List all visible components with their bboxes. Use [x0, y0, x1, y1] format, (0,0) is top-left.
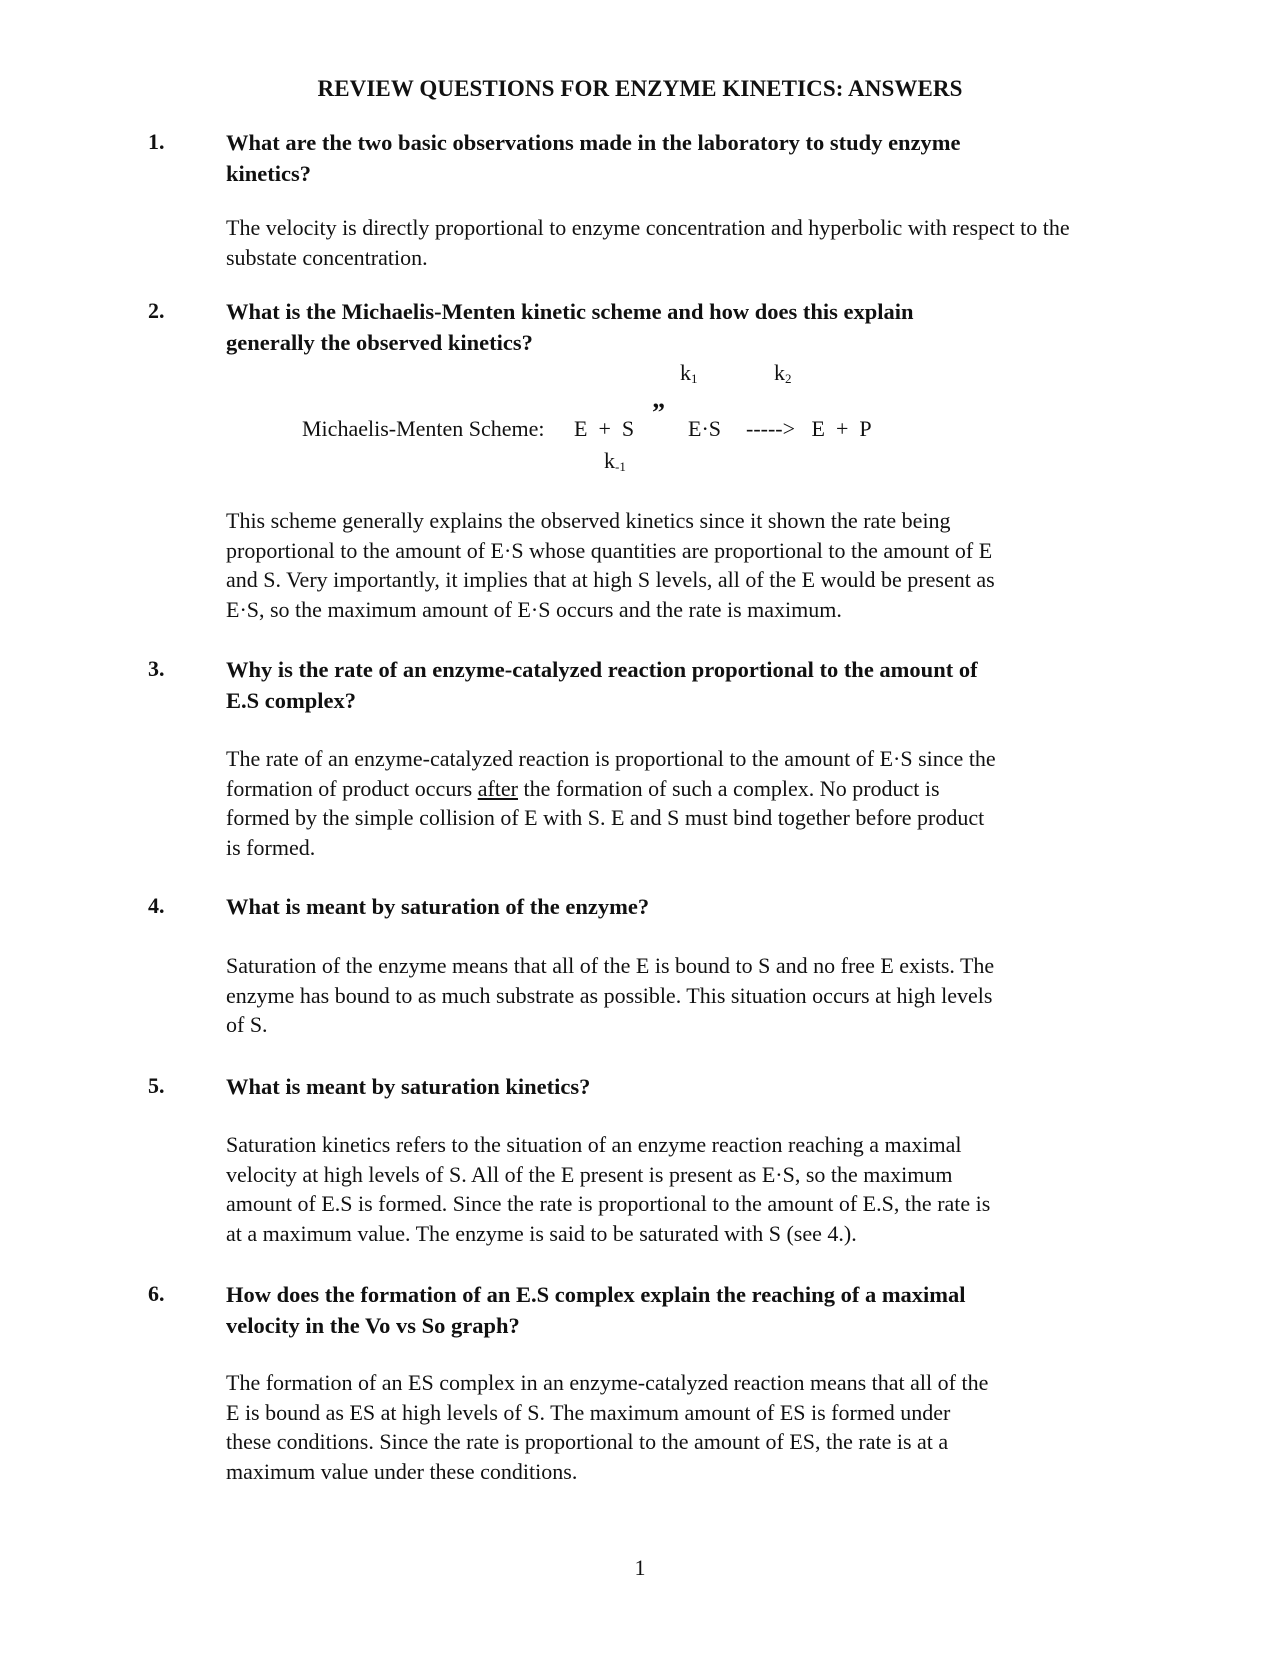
- answer-5-line-4: at a maximum value. The enzyme is said to be saturated with S (see 4.).: [226, 1220, 857, 1246]
- rate-constant-k-minus-1: [604, 448, 626, 475]
- answer-1-line-2: substate concentration.: [226, 244, 428, 270]
- answer-2-line-2: proportional to the amount of E·S whose quantities are proportional to the amount of E: [226, 537, 993, 563]
- question-6-text: [226, 1279, 1056, 1341]
- answer-4-line-3: of S.: [226, 1012, 268, 1037]
- question-1-line-2: kinetics?: [226, 161, 312, 186]
- answer-5-line-1: Saturation kinetics refers to the situation of an enzyme reaction reaching a maximal: [226, 1132, 962, 1157]
- answer-5: [226, 1130, 1126, 1248]
- scheme-complex: E·S: [688, 416, 721, 441]
- question-2-text: [226, 296, 1056, 358]
- answer-1: [226, 213, 1126, 272]
- question-1-number: 1.: [148, 129, 165, 154]
- answer-2-line-3: and S. Very importantly, it implies that at high S levels, all of the E would be present as: [226, 567, 995, 592]
- answer-3-line-3: formed by the simple collision of E with S. E and S must bind together before product: [226, 805, 985, 830]
- question-3-line-1: Why is the rate of an enzyme-catalyzed reaction proportional to the amount of: [226, 657, 978, 682]
- k2-symbol: k: [774, 360, 785, 385]
- scheme-label: Michaelis-Menten Scheme:: [302, 416, 545, 441]
- scheme-products: -----> E + P: [746, 416, 872, 441]
- question-5-number: 5.: [148, 1073, 165, 1098]
- question-2-line-2: generally the observed kinetics?: [226, 330, 533, 355]
- answer-3-line-2-end: the formation of such a complex. No product is: [518, 775, 940, 801]
- answer-2: [226, 506, 1126, 624]
- question-4-text: [226, 891, 1056, 922]
- answer-6-line-4: maximum value under these conditions.: [226, 1458, 578, 1484]
- question-5-line-1: What is meant by saturation kinetics?: [226, 1074, 591, 1099]
- k1-subscript: 1: [691, 371, 698, 386]
- question-4-number: 4.: [148, 893, 165, 918]
- page-number: 1: [634, 1555, 646, 1580]
- answer-1-line-1: The velocity is directly proportional to enzyme concentration and hyperbolic with respect to the: [226, 215, 1070, 240]
- answer-4-line-1: Saturation of the enzyme means that all of the E is bound to S and no free E exists. The: [226, 953, 995, 978]
- question-2-number: 2.: [148, 298, 165, 323]
- question-3-number: 3.: [148, 656, 165, 681]
- rate-constant-k1: [680, 360, 698, 387]
- question-6-line-2: velocity in the Vo vs So graph?: [226, 1313, 520, 1338]
- answer-2-line-1: This scheme generally explains the observed kinetics since it shown the rate being: [226, 508, 951, 533]
- underlined-after: after: [477, 775, 518, 801]
- question-1-line-1: What are the two basic observations made in the laboratory to study enzyme: [226, 130, 961, 155]
- answer-3-line-2: [226, 774, 1126, 804]
- answer-4-line-2: enzyme has bound to as much substrate as possible. This situation occurs at high levels: [226, 982, 993, 1008]
- equilibrium-arrow-glyph: ”: [652, 398, 665, 427]
- k1-symbol: k: [680, 360, 691, 385]
- scheme-reactants: E + S: [574, 416, 635, 441]
- answer-4: [226, 951, 1126, 1040]
- km1-subscript: -1: [615, 459, 626, 474]
- question-4-line-1: What is meant by saturation of the enzyme?: [226, 894, 650, 919]
- k2-subscript: 2: [785, 371, 792, 386]
- question-6-line-1: How does the formation of an E.S complex explain the reaching of a maximal: [226, 1282, 966, 1307]
- page-title: REVIEW QUESTIONS FOR ENZYME KINETICS: ANSWERS: [317, 76, 963, 101]
- answer-3-line-2-start: formation of product occurs: [226, 775, 478, 801]
- answer-3: [226, 744, 1126, 862]
- km1-symbol: k: [604, 448, 615, 473]
- answer-3-line-4: is formed.: [226, 834, 316, 860]
- question-1-text: [226, 127, 1056, 189]
- question-3-line-2: E.S complex?: [226, 688, 357, 713]
- answer-6-line-1: The formation of an ES complex in an enzyme-catalyzed reaction means that all of the: [226, 1370, 989, 1395]
- answer-2-line-4: E·S, so the maximum amount of E·S occurs and the rate is maximum.: [226, 596, 842, 622]
- answer-6-line-2: E is bound as ES at high levels of S. The maximum amount of ES is formed under: [226, 1399, 951, 1425]
- rate-constant-k2: [774, 360, 792, 387]
- question-6-number: 6.: [148, 1281, 165, 1306]
- answer-5-line-2: velocity at high levels of S. All of the E present is present as E·S, so the maximum: [226, 1161, 953, 1187]
- question-2-line-1: What is the Michaelis-Menten kinetic scheme and how does this explain: [226, 299, 914, 324]
- answer-6-line-3: these conditions. Since the rate is proportional to the amount of ES, the rate is at a: [226, 1429, 949, 1454]
- question-3-text: [226, 654, 1056, 716]
- question-5-text: [226, 1071, 1056, 1102]
- answer-3-line-1: The rate of an enzyme-catalyzed reaction is proportional to the amount of E·S since the: [226, 746, 996, 771]
- answer-6: [226, 1368, 1126, 1486]
- answer-5-line-3: amount of E.S is formed. Since the rate is proportional to the amount of E.S, the rate is: [226, 1191, 991, 1216]
